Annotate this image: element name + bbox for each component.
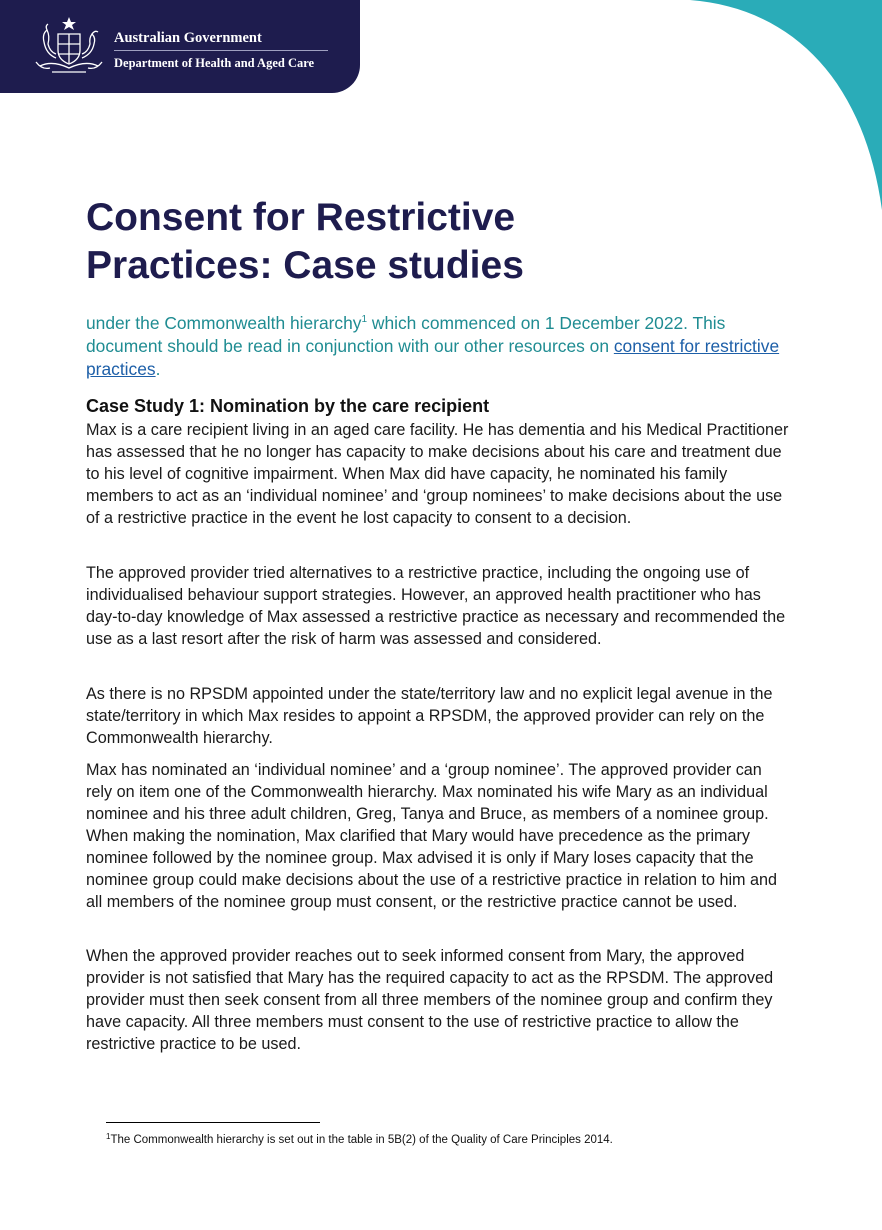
- case-study-paragraph-2: The approved provider tried alternatives to a restrictive practice, including the ongoing use of individualised behaviour support strategies. However, an approved health practitioner who has day-to-day knowledge of Max assessed a restrictive practice as necessary and recommended the use as a last resort after the risk of harm was assessed and considered.: [86, 564, 786, 648]
- case-study-paragraph-4: Max has nominated an ‘individual nominee’ and a ‘group nominee’. The approved provider can rely on item one of the Commonwealth hierarchy. Max nominated his wife Mary as an individual nominee and his three adult children, Greg, Tanya and Bruce, as members of a nominee group. When making the nomination, Max clarified that Mary would have precedence as the primary nominee followed by the nominee group. Max advised it is only if Mary loses capacity that the nominee group could make decisions about the use of a restrictive practice in relation to him and all members of the nominee group must consent, or the restrictive practice cannot be used.: [86, 761, 778, 911]
- intro-paragraph: [86, 312, 796, 381]
- corner-swoosh-decoration: [652, 0, 882, 210]
- government-banner: [0, 0, 360, 93]
- page-title-line1: Consent for Restrictive: [86, 196, 516, 239]
- case-study-paragraph-5: When the approved provider reaches out to seek informed consent from Mary, the approved provider is not satisfied that Mary has the required capacity to act as the RPSDM. The approved provider must then seek consent from all three members of the nominee group and confirm they have capacity. All three members must consent to the use of restrictive practice to allow the restrictive practice to be used.: [86, 947, 774, 1053]
- intro-text-part1: under the Commonwealth hierarchy: [86, 313, 362, 333]
- case-study-paragraph-1: Max is a care recipient living in an aged care facility. He has dementia and his Medical Practitioner has assessed that he no longer has capacity to make decisions about his care and treatment due to his level of cognitive impairment. When Max did have capacity, he nominated his family members to act as an ‘individual nominee’ and ‘group nominees’ to make decisions about the use of a restrictive practice in the event he lost capacity to consent to a decision.: [86, 421, 789, 527]
- footnote: [106, 1134, 613, 1146]
- government-name: Australian Government: [114, 30, 262, 46]
- case-study-heading: Case Study 1: Nomination by the care recipient: [86, 396, 490, 416]
- footnote-reference[interactable]: 1: [361, 314, 368, 325]
- header-divider: [114, 50, 328, 51]
- intro-text-part2: which commenced on 1 December 2022. This document should be read in conjunction with our other resources on: [86, 313, 726, 356]
- page-title: [86, 194, 786, 290]
- case-study-paragraph-3: As there is no RPSDM appointed under the state/territory law and no explicit legal avenue in the state/territory in which Max resides to appoint a RPSDM, the approved provider can rely on the Commonwealth hierarchy.: [86, 685, 773, 747]
- consent-resources-link[interactable]: consent for restrictive practices: [86, 336, 780, 379]
- department-name: Department of Health and Aged Care: [114, 56, 315, 70]
- intro-text-part3: .: [155, 359, 161, 379]
- coat-of-arms-icon: [32, 14, 106, 76]
- footnote-marker: 1: [106, 1132, 111, 1141]
- footnote-text: The Commonwealth hierarchy is set out in the table in 5B(2) of the Quality of Care Principles 2014.: [110, 1134, 613, 1146]
- page-title-line2: Practices: Case studies: [86, 244, 524, 287]
- footnote-divider: [106, 1122, 320, 1123]
